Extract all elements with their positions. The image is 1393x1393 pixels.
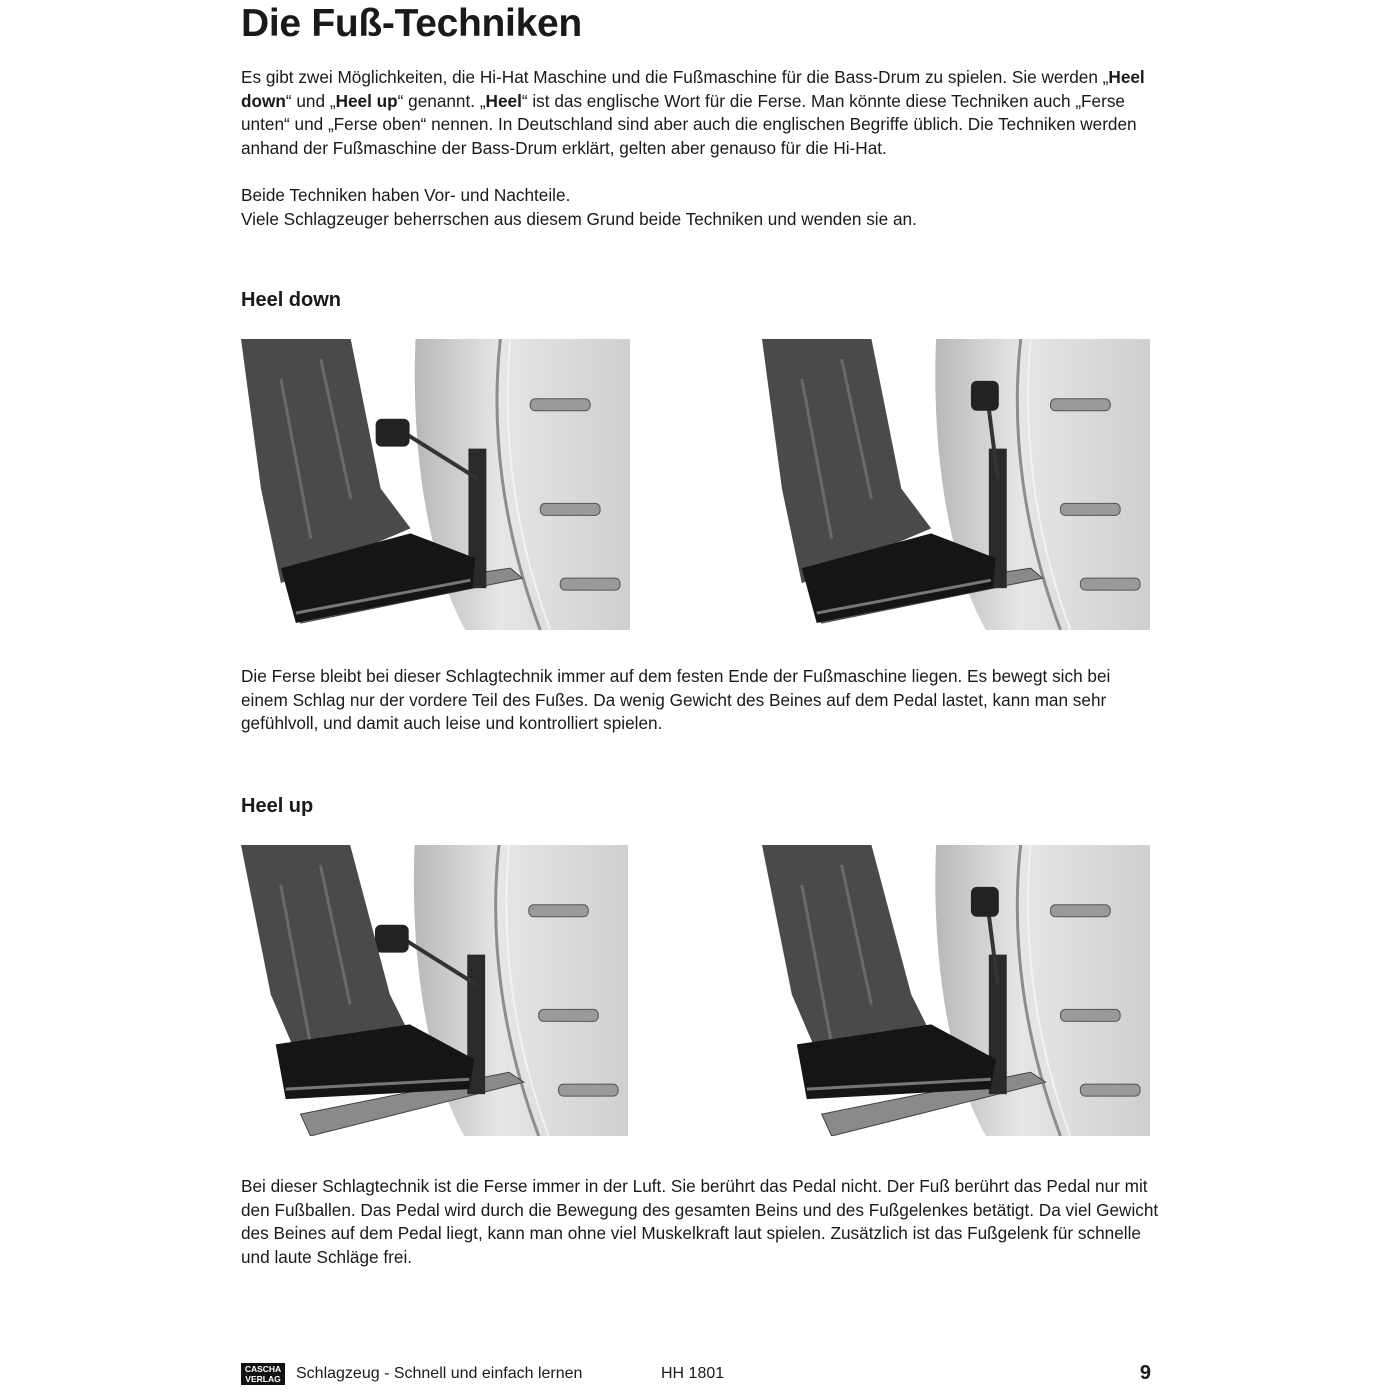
drum-lug [559,1084,619,1096]
photo-heel-up-2 [762,845,1150,1136]
footer-book-title: Schlagzeug - Schnell und einfach lernen [296,1365,583,1382]
photo-heel-down-beater-back [241,339,630,630]
beater-head [375,925,409,953]
photo-heel-up-beater-head [762,845,1150,1136]
section-heading-heel-down: Heel down [241,289,342,311]
section-heading-heel-up: Heel up [241,795,314,817]
footer-catalog-code: HH 1801 [661,1365,725,1382]
drum-lug [1080,578,1140,590]
drum-lug [529,905,589,917]
drum-lug [1060,503,1120,515]
drum-lug [540,503,600,515]
photo-heel-up-1 [241,845,628,1136]
photo-heel-up-beater-back [241,845,628,1136]
heel-down-description: Die Ferse bleibt bei dieser Schlagtechnik immer auf dem festen Ende der Fußmaschine liegen. Es bewegt sich bei einem Schlag nur der vordere Teil des Fußes. Da wenig Gewicht des Beines auf dem Pedal lastet, kann man sehr gefühlvoll, und damit auch leise und kontrolliert spielen. [241,666,1111,734]
photo-heel-down-1 [241,339,630,630]
beater-head [971,381,999,411]
drum-lug [1080,1084,1140,1096]
page-title: Die Fuß-Techniken [241,2,582,45]
beater-head [376,419,410,447]
photo-heel-down-2 [762,339,1150,630]
photo-heel-down-beater-head [762,339,1150,630]
intro-paragraph-1: Es gibt zwei Möglichkeiten, die Hi-Hat Maschine und die Fußmaschine für die Bass-Drum zu spielen. Sie werden „Heel down“ und „Heel up“ genannt. „Heel“ ist das englische Wort für die Ferse. Man könnte diese Techniken auch „Ferse unten“ und „Ferse oben“ nennen. In Deutschland sind aber auch die englischen Begriffe üblich. Die Techniken werden anhand der Fußmaschine der Bass-Drum erklärt, gelten aber genauso für die Hi-Hat. [241,67,1145,158]
page-footer [241,1362,1151,1388]
drum-lug [1051,905,1111,917]
drum-lug [1051,399,1111,411]
drum-lug [1060,1009,1120,1021]
publisher-logo: CASCHA VERLAG [241,1363,285,1385]
drum-lug [539,1009,599,1021]
page-number: 9 [1139,1362,1151,1384]
heel-up-description: Bei dieser Schlagtechnik ist die Ferse immer in der Luft. Sie berührt das Pedal nicht. Der Fuß berührt das Pedal nur mit den Fußballen. Das Pedal wird durch die Bewegung des gesamten Beins und des Fußgelenkes betätigt. Da viel Gewicht des Beines auf dem Pedal liegt, kann man ohne viel Muskelkraft laut spielen. Zusätzlich ist das Fußgelenk für schnelle und laute Schläge frei. [241,1176,1159,1267]
intro-paragraph-2: Beide Techniken haben Vor- und Nachteile. Viele Schlagzeuger beherrschen aus diesem Grund beide Techniken und wenden sie an. [241,185,917,229]
drum-lug [530,399,590,411]
drum-lug [560,578,620,590]
beater-head [971,887,999,917]
